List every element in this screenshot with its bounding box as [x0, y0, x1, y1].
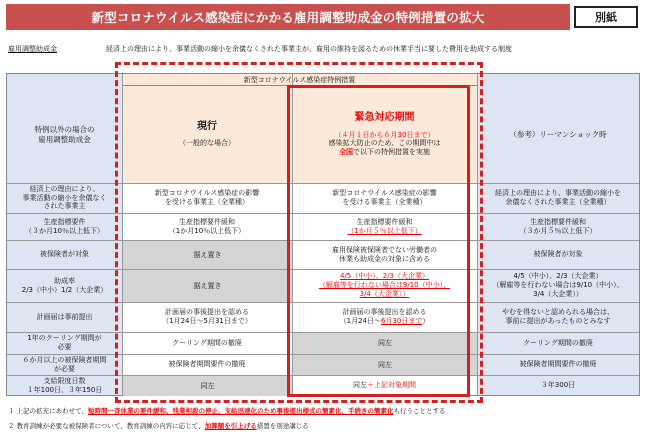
note-2-post: 措置を別途講じる: [256, 422, 309, 430]
row4-emergency: [292, 269, 477, 302]
row5-normal: 計画届は事前提出: [36, 312, 93, 321]
row5-emergency-b1: （1月24日～: [339, 317, 381, 325]
row2-normal: 生産指標要件 （３か月10％以上低下）: [25, 217, 104, 235]
header-emergency-line2: [339, 148, 430, 157]
row2-emergency-b: （1か月５％以上低下）: [347, 226, 422, 235]
row5-current: 計画届の事後提出を認める （1月24日～5月31日まで）: [162, 308, 252, 325]
note-1-highlight: 短時間一斉休業の要件緩和、残業相殺の停止、支給迅速化のため事後提出様式の簡素化、手続きの簡素化: [87, 407, 394, 415]
row8-reference: ３年300日: [540, 381, 576, 390]
row7-normal: ６か月以上の被保険者期間 が必要: [22, 355, 107, 373]
note-1: [8, 406, 445, 415]
row7-emergency: 同左: [293, 355, 477, 375]
note-1-pre: １ 上記の拡充にあわせて、: [8, 407, 88, 415]
row1-current: 新型コロナウイルス感染症の影響 を受ける事業主（全業種）: [154, 189, 260, 206]
nationwide-text: 全国: [339, 148, 353, 157]
section-label: 雇用調整助成金: [8, 45, 57, 53]
intro-text: 経済上の理由により、事業活動の縮小を余儀なくされた事業主が、雇用の維持を図るための休業手当に要した費用を助成する制度: [106, 45, 512, 53]
row3-emergency: 雇用保険被保険者でない労働者の 休業も助成金の対象に含める: [332, 245, 437, 263]
row2-current: 生産指標要件緩和 （1か月10％以上低下）: [168, 217, 246, 235]
row5-emergency: [292, 302, 477, 332]
header-current-title: 現行: [197, 120, 217, 132]
note-2: [8, 421, 309, 430]
row4-reference: 4/5（中小）、2/3（大企業） （解雇等を行わない場合は9/10（中小）、 3/4（大企業））: [492, 272, 624, 298]
row1-normal: 経済上の理由により、 事業活動の縮小を余儀なく された事業主: [22, 184, 107, 211]
header-emergency-line2-rest: で以下の特例措置を実施: [353, 148, 430, 157]
row6-normal: 1年のクーリング期間が 必要: [27, 334, 102, 351]
row6-emergency: 同左: [293, 333, 477, 354]
row3-current: 据え置き: [123, 241, 292, 269]
row4-emergency-l3: 3/4（大企業））: [359, 289, 410, 298]
row5-emergency-a: 計画届の事後提出を認める: [342, 308, 427, 317]
attachment-badge: 別紙: [574, 6, 638, 28]
row3-reference: 被保険者が対象: [533, 250, 583, 259]
note-1-post: も行うこととする: [393, 407, 446, 415]
page-title-text: 新型コロナウイルス感染症にかかる雇用調整助成金の特例措置の拡大: [91, 10, 485, 25]
row2-emergency-a: 生産指標要件緩和: [356, 217, 413, 226]
row5-emergency-b: [340, 317, 430, 326]
row6-reference: クーリング期間の撤廃: [523, 338, 593, 347]
row4-current: 据え置き: [123, 270, 292, 302]
row4-normal: 助成率 2/3（中小）1/2（大企業）: [21, 276, 108, 294]
note-2-pre: ２ 教育訓練が必要な被保険者について、教育訓練の内容に応じて、: [8, 422, 205, 430]
row2-reference: 生産指標要件緩和 （３か月５％以上低下）: [519, 217, 597, 235]
row4-emergency-l2: （解雇等を行わない場合は9/10（中小）、: [318, 281, 451, 290]
header-reference: （参考）リーマンショック時: [509, 129, 607, 139]
header-emergency: [292, 86, 477, 183]
note-2-highlight: 加算額を引上げる: [204, 422, 257, 430]
row8-emergency-text: [353, 381, 416, 390]
row7-reference: 被保険者期間要件の撤廃: [519, 360, 597, 369]
header-emergency-title: 緊急対応期間: [354, 112, 415, 124]
row1-emergency: 新型コロナウイルス感染症の影響 を受ける事業主（全業種）: [332, 189, 437, 206]
row8-emergency: [292, 375, 477, 396]
row2-emergency: [292, 213, 477, 240]
row1-reference: 経済上の理由により、事業活動の縮小を 余儀なくされた事業主（全業種）: [495, 189, 621, 206]
row5-emergency-b3: ）: [422, 317, 430, 325]
header-emergency-line1: 感染拡大防止のため、この期間中は: [328, 139, 441, 148]
header-current: [122, 86, 292, 183]
comparison-table: [6, 73, 640, 396]
row5-emergency-b2: 6月30日まで: [381, 317, 423, 325]
row8-emergency-b: ＋上記対象期間: [367, 381, 416, 390]
row8-current: 同左: [123, 376, 292, 396]
row8-emergency-a: 同左: [353, 381, 367, 390]
header-normal: 特例以外の場合の 雇用調整助成金: [34, 125, 95, 144]
row8-normal: 支給限度日数 １年100日、３年150日: [26, 376, 103, 394]
row4-emergency-l1: 4/5（中小）、2/3（大企業）: [339, 272, 430, 281]
row6-current: クーリング期間の撤廃: [172, 338, 242, 347]
row3-normal: 被保険者が対象: [40, 250, 89, 259]
header-current-sub: （一般的な場合）: [179, 139, 235, 148]
page-title: [6, 4, 570, 30]
row5-reference: やむを得ないと認められる場合は、 事前に提出があったものとみなす: [502, 308, 614, 325]
row7-current: 被保険者期間要件の撤廃: [168, 360, 246, 369]
header-emergency-period: （４月１日から６月30日まで）: [334, 130, 435, 139]
special-measures-band: 新型コロナウイルス感染症特例措置: [122, 74, 477, 86]
